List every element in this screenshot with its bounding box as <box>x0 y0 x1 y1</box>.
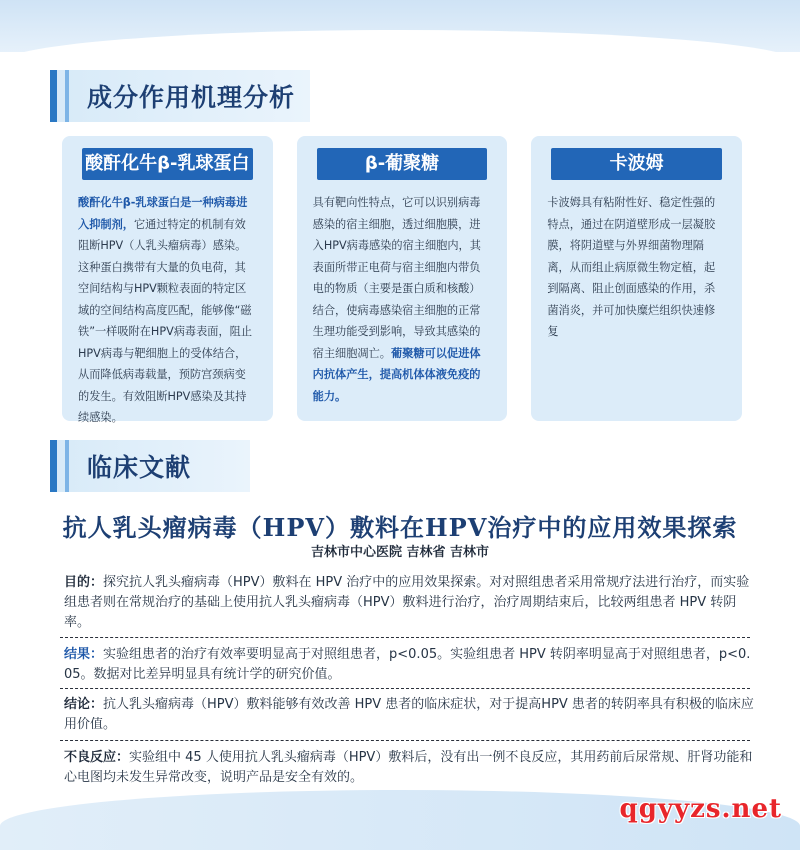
card-body <box>547 192 726 343</box>
section-title-mechanism: 成分作用机理分析 <box>87 83 296 112</box>
dashed-divider <box>60 688 750 689</box>
header-accent-bar <box>50 70 57 122</box>
paragraph-purpose <box>64 573 754 633</box>
paragraph-adverse <box>64 748 754 788</box>
conclusion-label: 结论： <box>64 697 104 712</box>
adverse-label: 不良反应： <box>64 750 130 765</box>
conclusion-text: 抗人乳头瘤病毒（HPV）敷料能够有效改善 HPV 患者的临床症状，对于提高HPV 患者的转阴率具有积极的临床应用价值。 <box>64 697 754 732</box>
paragraph-result <box>64 645 754 685</box>
card-title: 酸酐化牛β-乳球蛋白 <box>82 148 253 180</box>
card-title: β-葡聚糖 <box>317 148 488 180</box>
site-watermark: qgyyzs.net <box>619 794 782 824</box>
card-text: 具有靶向性特点，它可以识别病毒感染的宿主细胞，透过细胞膜，进入HPV病毒感染的宿主细胞内，其表面所带正电荷与宿主细胞内带负电的物质（主要是蛋白质和核酸）结合，使病毒感染宿主细胞的正常生理功能受到影响，导致其感染的宿主细胞凋亡。 <box>312 196 481 360</box>
card-text: 它通过特定的机制有效阻断HPV（人乳头瘤病毒）感染。这种蛋白携带有大量的负电荷，其空间结构与HPV颗粒表面的特定区域的空间结构高度匹配，能够像“磁铁”一样吸附在HPV病毒表面，阻止HPV病毒与靶细胞上的受体结合，从而降低病毒载量，预防宫颈病变的发生。有效阻断HPV感染及其持续感染。 <box>78 217 253 424</box>
card-glucan <box>297 136 508 421</box>
card-lactoglobulin <box>62 136 273 424</box>
dashed-divider <box>60 637 750 638</box>
header-accent-bar-light <box>65 70 69 122</box>
card-highlight: 酸酐化牛β-乳球蛋白是一种病毒进入抑制剂， <box>78 196 248 231</box>
adverse-text: 实验组中 45 人使用抗人乳头瘤病毒（HPV）敷料后，没有出一例不良反应，其用药前后尿常规、肝肾功能和心电图均未发生异常改变，说明产品是安全有效的。 <box>64 750 753 785</box>
purpose-text: 探究抗人乳头瘤病毒（HPV）敷料在 HPV 治疗中的应用效果探索。对对照组患者采用常规疗法进行治疗，而实验组患者则在常规治疗的基础上使用抗人乳头瘤病毒（HPV）敷料进行治疗，治疗周期结束后，比较两组患者 HPV 转阴率。 <box>64 575 750 630</box>
result-text: 实验组患者的治疗有效率要明显高于对照组患者，p<0.05。实验组患者 HPV 转阴率明显高于对照组患者，p<0.05。数据对比差异明显具有统计学的研究价值。 <box>64 647 751 682</box>
paper-affiliation: 吉林市中心医院 吉林省 吉林市 <box>310 545 490 560</box>
dashed-divider <box>60 740 750 741</box>
paragraph-conclusion <box>64 695 754 735</box>
card-highlight: 葡聚糖可以促进体内抗体产生，提高机体体液免疫的能力。 <box>312 346 481 403</box>
card-text: 卡波姆具有粘附性好、稳定性强的特点，通过在阴道壁形成一层凝胶膜，将阴道壁与外界细菌物理隔离，从而组止病原微生物定植，起到隔离、阻止创面感染的作用，杀菌消炎，并可加快糜烂组织快速修复 <box>547 196 716 338</box>
ingredient-cards <box>62 136 742 424</box>
paper-title: 抗人乳头瘤病毒（HPV）敷料在HPV治疗中的应用效果探索 <box>62 513 738 542</box>
card-body <box>313 192 492 407</box>
result-label: 结果： <box>64 647 104 662</box>
section-header-clinical <box>50 440 250 492</box>
card-body <box>78 192 257 429</box>
section-title-clinical: 临床文献 <box>87 453 192 482</box>
header-accent-bar-light <box>65 440 69 492</box>
section-header-mechanism <box>50 70 310 122</box>
header-accent-bar <box>50 440 57 492</box>
card-title: 卡波姆 <box>551 148 722 180</box>
card-carbomer <box>531 136 742 421</box>
purpose-label: 目的： <box>64 575 104 590</box>
